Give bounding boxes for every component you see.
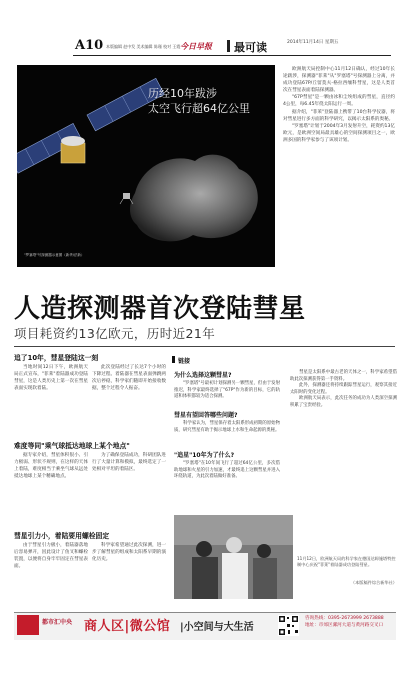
hero-caption: "罗塞塔"号探测器示意图（新华/法新）: [24, 253, 85, 257]
article-paragraph: 此次登陆经过了长达7个小时的下降过程。着陆器在彗星表面弹跳两次后停稳，科学家们随即开始接收数据，整个过程令人振奋。: [92, 365, 166, 391]
links-paragraph: 科学家认为，彗星保存着太阳系形成初期的原始物质，研究彗星有助于揭示地球上水和生命起源的奥秘。: [174, 421, 280, 433]
photo-caption: [297, 556, 397, 587]
intro-paragraph: 据介绍，"菲莱"登陆器上携带了10台科学仪器，将对彗星进行多方面的科学研究，以揭示太阳系的奥秘。: [283, 109, 395, 122]
links-paragraph: 此外，探测器还将持续跟踪彗星运行，观察其接近太阳时的变化过程。: [290, 383, 397, 395]
article-subheading-2: 难度等同"乘气球抵达地球上某个地点": [14, 442, 130, 450]
article-column-a: [14, 364, 88, 392]
article-paragraph: 由于彗星引力极小，着陆器落地后容易弹开，因此设计了鱼叉和螺栓装置，以便将自身牢牢固定在彗星表面。: [14, 543, 88, 569]
links-question-3: "追星"10年为了什么?: [174, 452, 235, 459]
photo-caption-text: 11月12日，欧洲航天局的科学家在德国达姆施塔特控制中心庆祝"菲莱"着陆器成功登陆彗星。: [297, 556, 396, 568]
article-column-b2: [92, 452, 166, 473]
links-paragraph: "罗塞塔"在10年间飞行了超过64亿公里，多次借助地球和火星的引力加速，才最终追上这颗彗星并进入环绕轨道，为此次着陆做好准备。: [174, 461, 280, 480]
celebration-illustration: [174, 515, 293, 599]
ad-contact: [305, 615, 399, 629]
ad-phone: 咨询热线：0395-2673999 2673888: [305, 616, 384, 621]
links-answer-3: [174, 461, 280, 481]
links-paragraph: 彗星是太阳系中最古老的天体之一，科学家希望借助此次探测获得第一手资料。: [290, 370, 397, 382]
ad-logo: [17, 615, 39, 635]
links-label: 链接: [178, 358, 191, 365]
intro-paragraph: "罗塞塔"计划于2004年3月发射升空，耗资约13亿欧元，是欧洲空间局最具雄心的空间探测项目之一，欧洲多国的科学家参与了该项计划。: [283, 123, 395, 143]
intro-column: [283, 66, 395, 144]
links-answer-2: [174, 421, 280, 434]
article-column-b: [92, 364, 166, 392]
intro-paragraph: "67P彗星"是一颗由冰和尘埃组成的彗星，直径约4公里，每6.45年绕太阳运行一周。: [283, 95, 395, 108]
celebration-photo: [174, 515, 293, 599]
photo-credit: （本版稿件综合新华社）: [350, 580, 397, 586]
article-column-b3: [92, 542, 166, 563]
article-paragraph: 科学家希望通过此次探测，进一步了解彗星的组成和太阳系早期的演化历史。: [92, 543, 166, 562]
links-question-2: 彗星有望回答哪些问题?: [174, 412, 238, 419]
intro-paragraph: 欧洲航天局控制中心11月12日确认，经过10年长途跋涉，探测器"菲莱"从"罗塞塔"号探测器上分离，并成功登陆67P/丘留莫夫-格拉西缅科彗星，这是人类首次在彗星表面着陆探测器。: [283, 67, 395, 94]
links-question-1: 为什么选择这颗彗星?: [174, 372, 232, 379]
section-title: 最可读: [234, 41, 267, 54]
headline: 人造探测器首次登陆彗星: [14, 294, 306, 324]
ad-address: 地址：市郊区漯河大道与黄河路交叉口: [305, 623, 384, 628]
editor-credits: 本版编辑 赵中发 美术编辑 陈瑾 校对 王霞: [106, 44, 181, 49]
hero-title-line-2: 太空飞行超64亿公里: [148, 102, 250, 115]
links-answer-1: [174, 381, 280, 401]
antenna-dish: [61, 136, 85, 146]
page-number: A10: [75, 38, 104, 53]
qr-code-icon: [278, 615, 299, 636]
lander: [123, 193, 130, 199]
article-subheading-3: 彗星引力小，着陆要用螺栓固定: [14, 532, 110, 540]
links-paragraph: "罗塞塔"号最初计划探测另一颗彗星，但由于发射推迟，科学家最终选择了"67P"作为新的目标，它的轨道和体积都较为适合探测。: [174, 381, 280, 400]
article-paragraph: 当地时间12日下午，欧洲航天局正式宣布，"菲莱"着陆器成功登陆彗星，这是人类历史上第一次在彗星表面实现软着陆。: [14, 365, 88, 391]
ad-title: 商人区|微公馆: [84, 619, 171, 634]
article-paragraph: 为了确保登陆成功，科研团队进行了大量计算和模拟，最终选定了一处相对平坦的着陆区。: [92, 453, 166, 472]
links-right-column: [290, 370, 397, 410]
dateline: 2014年11月14日 星期五: [287, 40, 339, 45]
article-subheading-1: 追了10年，彗星登陆这一刻: [14, 354, 99, 362]
links-marker: [172, 356, 175, 363]
ad-brand: 都市汇中央: [42, 619, 73, 626]
section-divider: [227, 40, 230, 52]
header-rule: [73, 55, 391, 56]
links-paragraph: 欧洲航天局表示，此次任务的成功为人类深空探测积累了宝贵经验。: [290, 396, 397, 408]
hero-title-line-1: 历经10年跋涉: [148, 87, 217, 100]
ad-slogan: |小空间与大生活: [180, 622, 254, 633]
newspaper-brand: 今日早报: [180, 41, 212, 51]
article-paragraph: 据专家介绍，彗星体积很小、引力极弱、形状不规则，在这样的天体上着陆，难度相当于乘坐气球从远处抵达地球上某个精确地点。: [14, 453, 88, 479]
hero-title: [148, 86, 250, 116]
headline-rule: [14, 346, 395, 347]
subheadline: 项目耗资约13亿欧元，历时近21年: [14, 326, 216, 341]
article-column-a2: [14, 452, 88, 480]
article-column-a3: [14, 542, 88, 570]
